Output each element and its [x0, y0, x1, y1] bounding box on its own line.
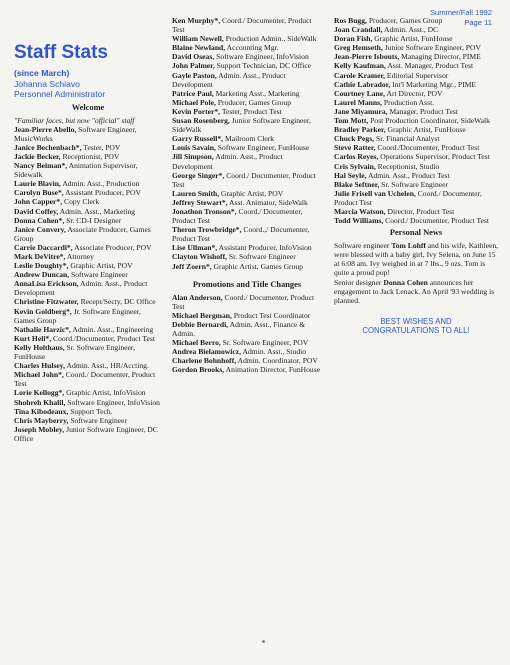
- staff-entry: [14, 143, 162, 152]
- staff-role: Recept/Secty, DC Office: [78, 297, 156, 307]
- staff-role: Admin. Asst., Finance & Admin.: [172, 319, 306, 338]
- staff-entry: [334, 134, 498, 143]
- staff-role: Graphic Artist, POV: [68, 261, 133, 271]
- staff-role: Asst. Animator, SideWalk: [227, 197, 308, 207]
- staff-role: Graphic Artist, InfoVision: [64, 388, 146, 398]
- staff-entry: [334, 25, 498, 34]
- staff-entry: [334, 89, 498, 98]
- staff-name: Jean-Pierre Abello,: [14, 124, 77, 134]
- staff-entry: [172, 143, 322, 152]
- staff-role: Admin. Asst., Product Test: [366, 170, 450, 180]
- staff-role: Managing Director, PIME: [399, 52, 481, 62]
- staff-role: Associate Producer, POV: [72, 242, 152, 252]
- staff-name: Louis Savain,: [172, 143, 216, 153]
- staff-entry: [334, 143, 498, 152]
- staff-name: Chris Mayberry,: [14, 415, 69, 425]
- staff-role: Sr. Software Engineer, POV: [220, 338, 309, 348]
- staff-name: Blake Seftner,: [334, 179, 380, 189]
- staff-name: Shohreh Khalil,: [14, 397, 66, 407]
- staff-role: Admin. Asst., Engineering: [70, 324, 154, 334]
- staff-role: Post Production Coordinator, SideWalk: [368, 116, 490, 126]
- staff-role: Coord./Documenter, Product Test: [375, 143, 480, 153]
- staff-entry: [334, 43, 498, 52]
- staff-name: Cris Sylvain,: [334, 161, 376, 171]
- staff-entry: [172, 16, 322, 34]
- staff-name: Carrie Daccardi*,: [14, 242, 73, 252]
- closing-line: BEST WISHES AND: [380, 316, 452, 326]
- staff-entry: [14, 370, 162, 388]
- issue-label: Summer/Fall 1992: [429, 8, 492, 17]
- staff-entry: [172, 71, 322, 89]
- staff-entry: [14, 252, 162, 261]
- staff-entry: [172, 116, 322, 134]
- staff-entry: [172, 43, 322, 52]
- staff-entry: [334, 71, 498, 80]
- staff-entry: [172, 152, 322, 170]
- staff-name: Clayton Wishoff,: [172, 252, 227, 262]
- staff-entry: [14, 325, 162, 334]
- staff-name: Kelly Holthaus,: [14, 342, 65, 352]
- staff-entry: [14, 261, 162, 270]
- staff-entry: [14, 125, 162, 143]
- staff-name: John Capper*,: [14, 197, 63, 207]
- staff-entry: [172, 98, 322, 107]
- text: Senior designer: [334, 277, 384, 287]
- staff-role: Sr. CD-I Designer: [64, 215, 122, 225]
- staff-entry: [334, 189, 498, 207]
- staff-role: Graphic Artist, POV: [219, 188, 284, 198]
- staff-role: Coord./Documenter, Product Test: [51, 333, 155, 343]
- staff-name: Michael Pole,: [172, 97, 216, 107]
- staff-name: Chuck Pegs,: [334, 134, 375, 144]
- staff-entry: [334, 216, 498, 225]
- staff-name: Ros Bugg,: [334, 16, 367, 25]
- staff-name: Courtney Lane,: [334, 88, 386, 98]
- staff-entry: [14, 243, 162, 252]
- staff-role: Coord./ Documenter, Product Test: [172, 170, 316, 189]
- staff-name: David Coffey,: [14, 206, 59, 216]
- engagement-announcement: [334, 278, 498, 305]
- staff-name: Tina Kibodeaux,: [14, 406, 69, 416]
- staff-name: John Palmer,: [172, 61, 215, 71]
- since-label: (since March): [14, 68, 70, 78]
- staff-name: Alan Anderson,: [172, 292, 223, 302]
- staff-entry: [14, 407, 162, 416]
- closing-message: [334, 317, 498, 336]
- staff-role: Support Tech.: [68, 406, 113, 416]
- staff-name: Garry Russell*,: [172, 134, 224, 144]
- staff-role: Software Engineer: [68, 415, 128, 425]
- staff-entry: [172, 107, 322, 116]
- staff-name: Kevin Goldberg*,: [14, 306, 72, 316]
- staff-role: Admin. Asst., Product Development: [14, 279, 148, 298]
- staff-name: Michael Bergman,: [172, 310, 232, 320]
- staff-role: Software Engineer, MusicWorks: [14, 124, 137, 143]
- staff-name: Mark DeVitre*,: [14, 252, 66, 262]
- staff-entry: [172, 189, 322, 198]
- staff-role: Jr. Software Engineer, Games Group: [14, 306, 141, 325]
- staff-entry: [14, 207, 162, 216]
- staff-role: Junior Software Engineer, DC Office: [14, 424, 158, 443]
- staff-entry: [14, 161, 162, 179]
- staff-name: Nancy Beiman*,: [14, 161, 68, 171]
- staff-role: Director, Product Test: [385, 206, 455, 216]
- staff-name: Julie Frisell van Uchelen,: [334, 188, 416, 198]
- welcome-intro: "Familiar faces, but now "official" staff: [14, 115, 135, 125]
- staff-name: Jill Simpson,: [172, 152, 214, 162]
- staff-role: Producer, Games Group: [215, 97, 292, 107]
- staff-role: Coord./ Documenter, Product Test: [172, 16, 312, 35]
- staff-name: Joan Crandall,: [334, 25, 383, 35]
- welcome-heading: Welcome: [71, 102, 105, 112]
- staff-name: Leslie Doughty*,: [14, 261, 69, 271]
- page-number: Page 11: [464, 17, 492, 27]
- staff-name: Janice Bechenbach*,: [14, 142, 82, 152]
- staff-entry: [172, 293, 322, 311]
- column-1: [14, 42, 162, 443]
- staff-role: Junior Software Engineer, POV: [382, 43, 481, 53]
- staff-entry: [334, 61, 498, 70]
- staff-role: Support Technician, DC Office: [214, 61, 312, 71]
- staff-role: Admin. Asst., Studio: [241, 347, 307, 357]
- staff-name: Lauren Smith,: [172, 188, 220, 198]
- staff-role: Coord./ Documenter, Product Test: [383, 216, 489, 226]
- staff-entry: [14, 216, 162, 225]
- staff-entry: [14, 425, 162, 443]
- staff-role: Receptionist, Studio: [375, 161, 440, 171]
- staff-role: Marketing Asst., Marketing: [213, 88, 300, 98]
- staff-name: Joseph Mobley,: [14, 424, 65, 434]
- staff-entry: [14, 270, 162, 279]
- staff-name: Marcia Watson,: [334, 206, 386, 216]
- welcome-list-part-1: [14, 125, 162, 443]
- staff-entry: [172, 356, 322, 365]
- staff-entry: [172, 171, 322, 189]
- column-2: [172, 16, 322, 374]
- staff-role: Admin. Asst., Product Development: [172, 152, 283, 171]
- staff-name: Theron Trowbridge*,: [172, 225, 242, 235]
- staff-entry: [172, 347, 322, 356]
- staff-role: Assistant Producer, InfoVision: [217, 243, 312, 253]
- staff-role: Editorial Supervisor: [385, 70, 449, 80]
- welcome-list-part-2: [172, 16, 322, 271]
- staff-name: Gordon Brooks,: [172, 365, 225, 375]
- staff-name: Carole Kramer,: [334, 70, 386, 80]
- staff-entry: [334, 107, 498, 116]
- staff-role: Admin. Coordinator, POV: [236, 356, 318, 366]
- staff-role: Asst. Manager, Product Test: [385, 61, 474, 71]
- staff-entry: [172, 52, 322, 61]
- staff-name: Christine Fitzwater,: [14, 297, 79, 307]
- staff-entry: [172, 207, 322, 225]
- staff-role: Associate Producer, Games Group: [14, 224, 151, 243]
- staff-role: Animation Supervisor, Sidewalk: [14, 161, 138, 180]
- text: Software engineer: [334, 241, 392, 251]
- staff-name: Greg Hemseth,: [334, 43, 383, 53]
- staff-name: Cathie Labrador,: [334, 79, 391, 89]
- staff-role: Graphic Artist, Games Group: [211, 261, 303, 271]
- staff-name: Jeff Zoern*,: [172, 261, 212, 271]
- staff-entry: [172, 89, 322, 98]
- staff-role: Manager, Product Test: [387, 106, 458, 116]
- birth-announcement: [334, 241, 498, 277]
- staff-entry: [334, 52, 498, 61]
- staff-entry: [172, 252, 322, 261]
- staff-role: Producer, Games Group: [366, 16, 443, 25]
- column-3: [334, 16, 498, 336]
- staff-name: Charlene Bohnhoff,: [172, 356, 237, 366]
- staff-role: Assistant Producer, POV: [63, 188, 141, 198]
- staff-name: Patrice Paul,: [172, 88, 214, 98]
- person-name: Donna Cohen: [383, 277, 428, 287]
- staff-role: Sr. Financial Analyst: [374, 134, 440, 144]
- staff-role: Graphic Artist, FunHouse: [372, 34, 453, 44]
- staff-entry: [172, 34, 322, 43]
- promotions-list-part-1: [172, 293, 322, 375]
- staff-name: David Oseas,: [172, 52, 215, 62]
- staff-name: Michael John*,: [14, 370, 64, 380]
- staff-role: Admin. Asst., HR/Accting.: [65, 361, 149, 371]
- staff-role: Coord./ Documenter, Product Test: [172, 292, 315, 311]
- staff-name: Hal Seyle,: [334, 170, 367, 180]
- staff-name: Kurt Heli*,: [14, 333, 52, 343]
- staff-name: Jeffrey Stewart*,: [172, 197, 228, 207]
- staff-entry: [334, 80, 498, 89]
- staff-role: Tester, POV: [81, 142, 121, 152]
- staff-name: Kevin Porter*,: [172, 106, 221, 116]
- staff-role: Tester, Product Test: [220, 106, 282, 116]
- staff-name: Carlos Reyes,: [334, 152, 379, 162]
- staff-role: Accounting Mgr.: [225, 43, 279, 53]
- staff-role: Attorney: [65, 252, 94, 262]
- staff-role: Receptionist, POV: [60, 151, 120, 161]
- staff-role: Graphic Artist, FunHouse: [385, 125, 466, 135]
- staff-role: Sr. Software Engineer, FunHouse: [14, 342, 135, 362]
- staff-entry: [14, 361, 162, 370]
- staff-entry: [334, 16, 498, 25]
- staff-name: Lorie Kellogg*,: [14, 388, 65, 398]
- staff-entry: [14, 297, 162, 306]
- staff-name: William Newell,: [172, 34, 224, 44]
- staff-entry: [172, 262, 322, 271]
- staff-role: Production Asst.: [381, 97, 435, 107]
- staff-role: Art Director, POV: [385, 88, 443, 98]
- staff-entry: [334, 180, 498, 189]
- staff-name: Ken Murphy*,: [172, 16, 221, 25]
- staff-role: Admin. Asst., Marketing: [58, 206, 136, 216]
- staff-role: Coord./ Documenter, Product Test: [334, 188, 482, 207]
- staff-role: Junior Software Engineer, SideWalk: [172, 116, 311, 135]
- staff-role: Coord./ Documenter, Product Test: [172, 206, 303, 226]
- staff-role: Sr. Software Engineer: [379, 179, 449, 189]
- staff-entry: [14, 307, 162, 325]
- text: and his wife, Kathleen, were blessed with a baby girl, Ivy Selena, on June 15 at 6:08 am. Ivy weighed in at 7 lbs., 9 ozs. Tom is quite a proud pop!: [334, 241, 499, 278]
- closing-line: CONGRATULATIONS TO ALL!: [362, 326, 470, 336]
- staff-entry: [14, 197, 162, 206]
- staff-name: Laurel Manns,: [334, 97, 382, 107]
- staff-role: Software Engineer, InfoVision: [214, 52, 309, 62]
- staff-name: Tom Mott,: [334, 116, 369, 126]
- staff-name: Andrew Duncan,: [14, 270, 70, 280]
- staff-entry: [14, 279, 162, 297]
- staff-role: Animation Director, FunHouse: [224, 365, 321, 375]
- staff-name: Jonathon Tronson*,: [172, 206, 237, 216]
- staff-entry: [172, 198, 322, 207]
- staff-name: Todd Williams,: [334, 216, 384, 226]
- staff-entry: [172, 243, 322, 252]
- promotions-heading: Promotions and Title Changes: [192, 279, 302, 289]
- page-title: Staff Stats: [14, 42, 108, 63]
- staff-entry: [14, 179, 162, 188]
- staff-name: George Singer*,: [172, 170, 225, 180]
- staff-entry: [14, 388, 162, 397]
- author-name: Johanna Schiavo: [14, 79, 80, 90]
- staff-entry: [14, 398, 162, 407]
- staff-role: Software Engineer, FunHouse: [215, 143, 310, 153]
- staff-name: Donna Cohen*,: [14, 215, 65, 225]
- staff-name: Andrea Bielamowicz,: [172, 347, 242, 357]
- staff-entry: [172, 338, 322, 347]
- staff-entry: [14, 416, 162, 425]
- page-speck: [262, 640, 265, 643]
- staff-entry: [334, 171, 498, 180]
- staff-name: Nathalie Harzic*,: [14, 324, 71, 334]
- staff-entry: [14, 225, 162, 243]
- staff-name: AnnaLisa Erickson,: [14, 279, 79, 289]
- staff-role: Software Engineer: [69, 270, 128, 280]
- staff-entry: [172, 365, 322, 374]
- staff-entry: [172, 320, 322, 338]
- staff-role: Coord./ Documenter, Product Test: [14, 370, 156, 389]
- staff-role: Product Test Coordinator: [231, 310, 311, 320]
- staff-role: Admin. Asst., Production: [60, 179, 140, 189]
- staff-role: Operations Supervisor, Product Test: [378, 152, 490, 162]
- staff-name: Bradley Parker,: [334, 125, 386, 135]
- staff-name: Susan Rosenberg,: [172, 116, 230, 126]
- staff-entry: [334, 162, 498, 171]
- staff-role: Mailroom Clerk: [223, 134, 275, 144]
- staff-name: Doran Fish,: [334, 34, 373, 44]
- staff-name: Lise Ullman*,: [172, 243, 218, 253]
- staff-role: Coord.,/ Documenter, Product Test: [172, 225, 310, 244]
- staff-entry: [334, 125, 498, 134]
- staff-role: Software Engineer, InfoVision: [65, 397, 160, 407]
- staff-entry: [334, 34, 498, 43]
- personal-news-heading: Personal News: [389, 228, 443, 238]
- staff-role: Sr. Software Engineer: [227, 252, 296, 262]
- staff-name: Jane Miyamura,: [334, 106, 388, 116]
- staff-entry: [14, 334, 162, 343]
- staff-name: Charles Hulsey,: [14, 361, 66, 371]
- staff-entry: [172, 61, 322, 70]
- staff-name: Jean-Pierre Isbouts,: [334, 52, 400, 62]
- staff-role: Copy Clerk: [62, 197, 100, 207]
- text: announces her engagement to Jack Lenack. An April '93 wedding is planned.: [334, 277, 495, 305]
- staff-entry: [334, 116, 498, 125]
- staff-entry: [14, 188, 162, 197]
- staff-name: Michael Berro,: [172, 338, 221, 348]
- staff-entry: [172, 134, 322, 143]
- staff-name: Jackie Becker,: [14, 151, 61, 161]
- staff-name: Kelly Kaufman,: [334, 61, 386, 71]
- staff-entry: [334, 152, 498, 161]
- staff-name: Debbie Bernardi,: [172, 319, 229, 329]
- person-name: Tom Lohff: [391, 241, 426, 251]
- staff-entry: [334, 207, 498, 216]
- author-title: Personnel Administrator: [14, 89, 106, 100]
- staff-name: Laurie Blavin,: [14, 179, 61, 189]
- staff-name: Gayle Paston,: [172, 70, 217, 80]
- promotions-list-part-2: [334, 16, 498, 225]
- staff-entry: [172, 311, 322, 320]
- staff-entry: [14, 152, 162, 161]
- staff-entry: [172, 225, 322, 243]
- staff-name: Blaine Newland,: [172, 43, 226, 53]
- staff-name: Janice Convery,: [14, 224, 66, 234]
- staff-entry: [334, 98, 498, 107]
- staff-name: Carolyn Buse*,: [14, 188, 64, 198]
- staff-role: Int'l Marketing Mgr., PIME: [390, 79, 477, 89]
- staff-role: Admin. Asst., Product Development: [172, 70, 286, 89]
- staff-role: Production Admin., SideWalk: [223, 34, 317, 44]
- staff-role: Admin. Asst., DC: [382, 25, 439, 35]
- staff-name: Steve Ratter,: [334, 143, 376, 153]
- staff-entry: [14, 343, 162, 361]
